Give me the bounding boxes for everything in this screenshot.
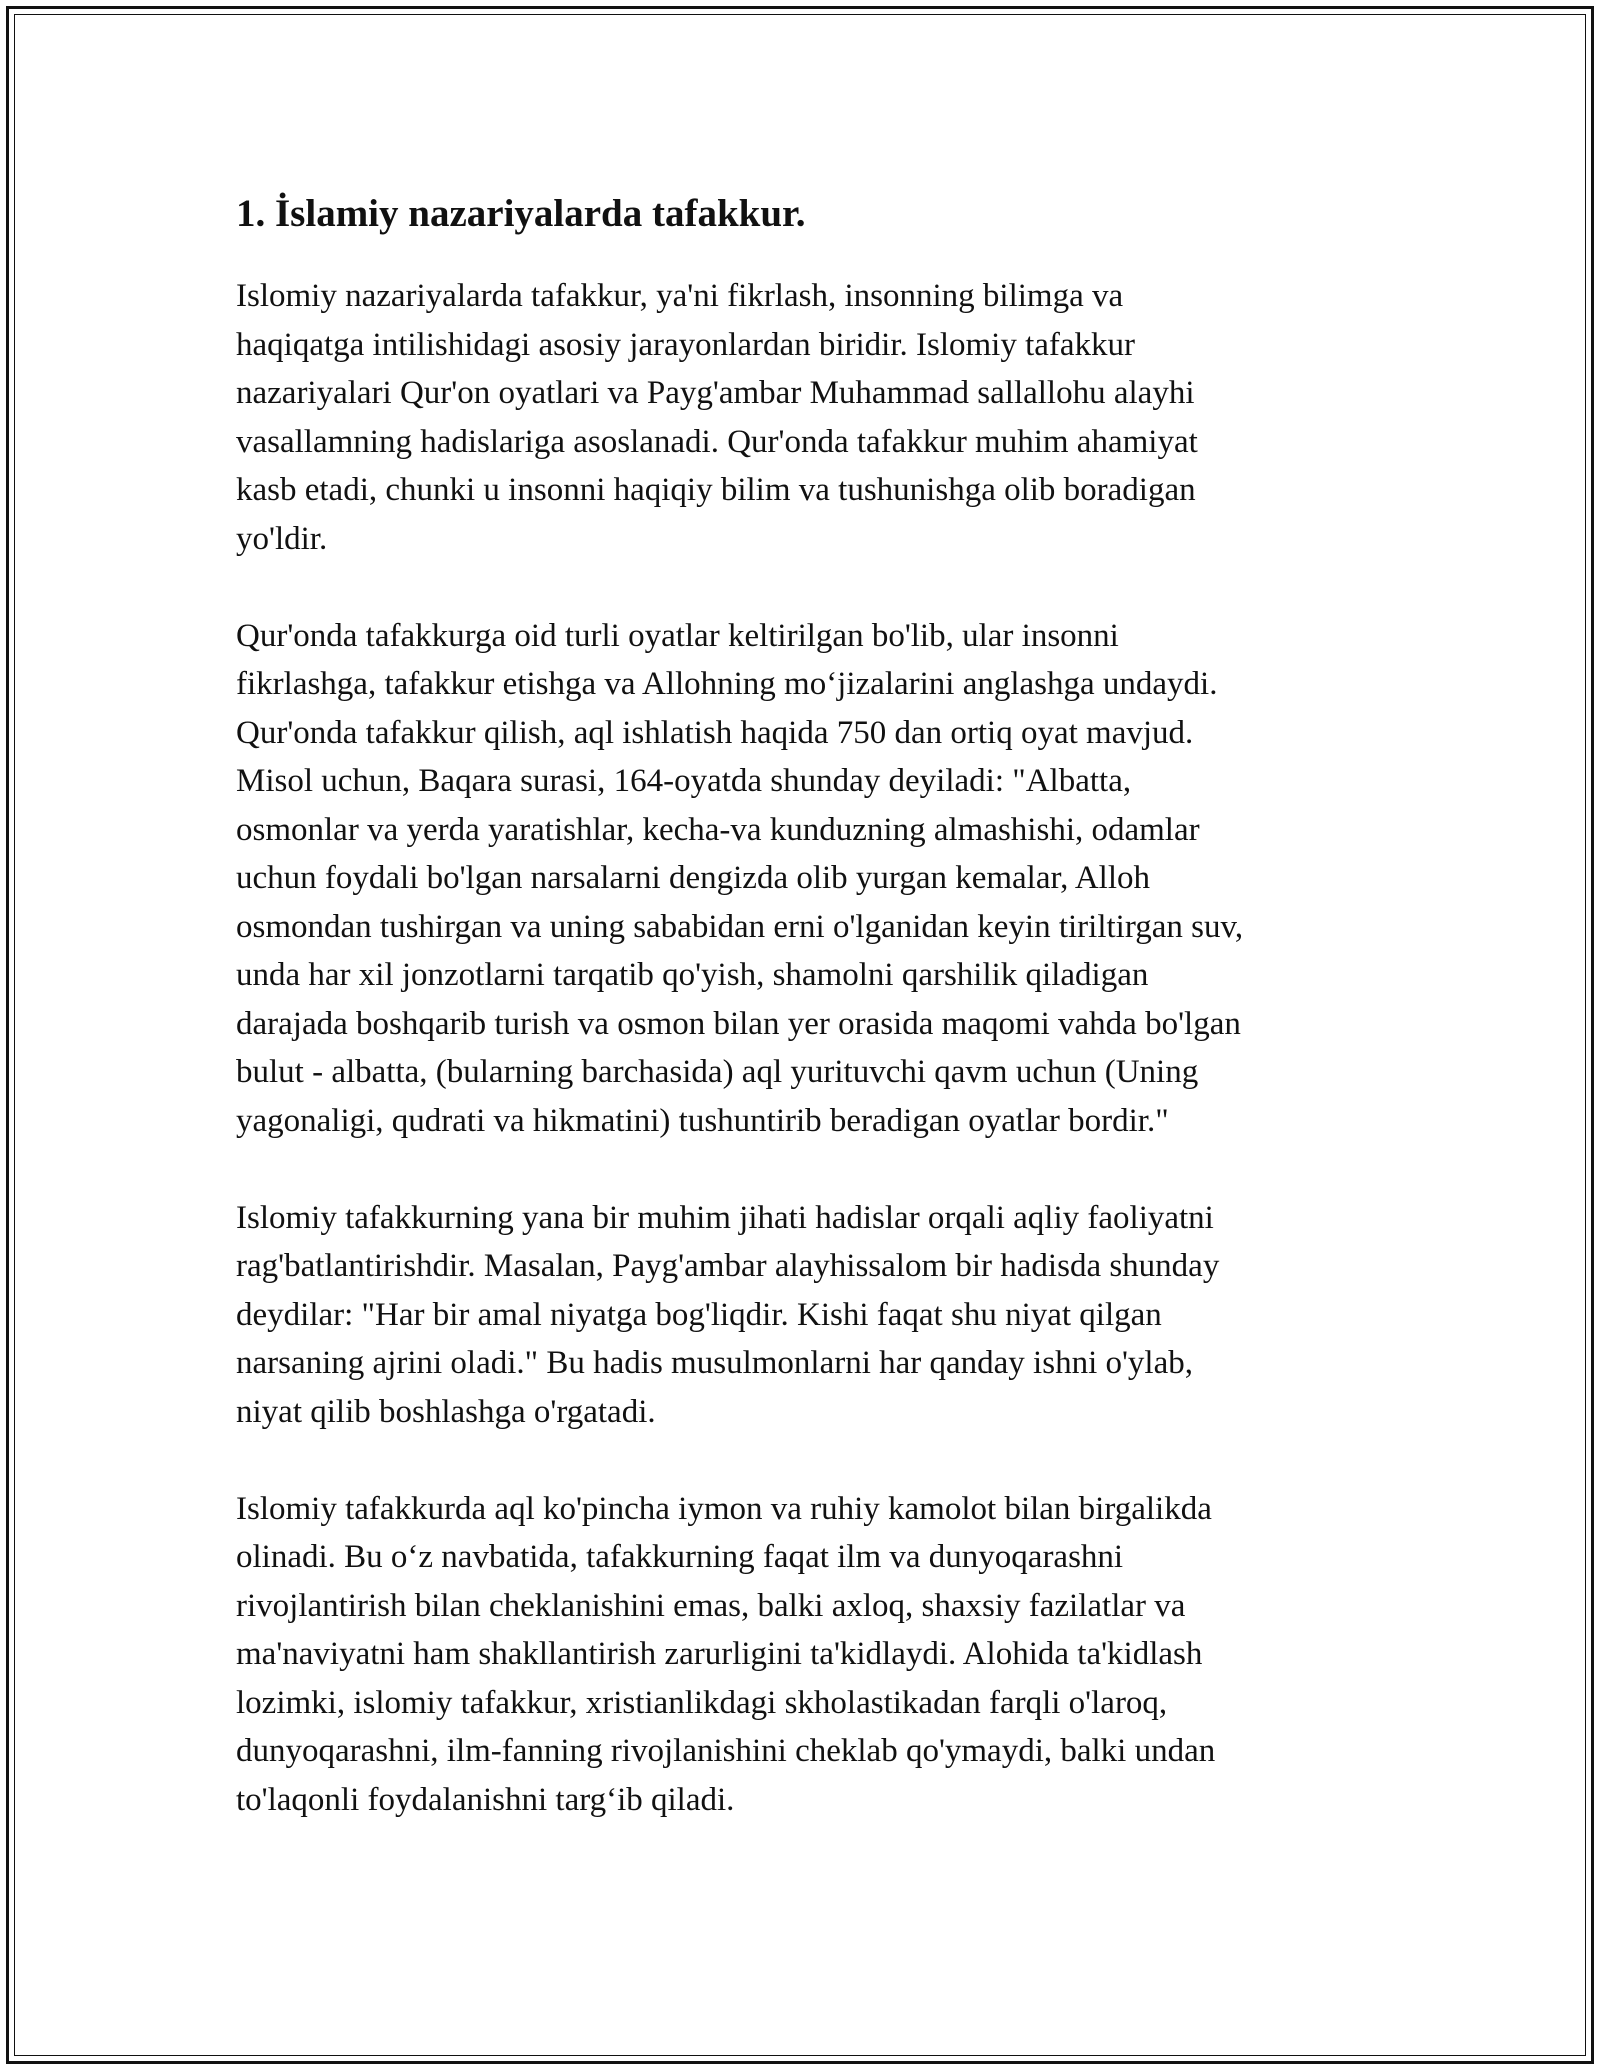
paragraph-quran-verses: Qur'onda tafakkurga oid turli oyatlar keltirilgan bo'lib, ular insonni fikrlashga, tafakkur etishga va Allohning mo‘jizalarini anglashga undaydi. Qur'onda tafakkur qilish, aql ishlatish haqida 750 dan ortiq oyat mavjud. Misol uchun, Baqara surasi, 164-oyatda shunday deyiladi: "Albatta, osmonlar va yerda yaratishlar, kecha-va kunduzning almashishi, odamlar uchun foydali bo'lgan narsalarni dengizda olib yurgan kemalar, Alloh osmondan tushirgan va uning sababidan erni o'lganidan keyin tiriltirgan suv, unda har xil jonzotlarni tarqatib qo'yish, shamolni qarshilik qiladigan darajada boshqarib turish va osmon bilan yer orasida maqomi vahda bo'lgan bulut - albatta, (bularning barchasida) aql yurituvchi qavm uchun (Uning yagonaligi, qudrati va hikmatini) tushuntirib beradigan oyatlar bordir." bbox=[236, 617, 1244, 1139]
document-body bbox=[236, 186, 1376, 1824]
paragraph-intro: Islomiy nazariyalarda tafakkur, ya'ni fikrlash, insonning bilimga va haqiqatga intilishidagi asosiy jarayonlardan biridir. Islomiy tafakkur nazariyalari Qur'on oyatlari va Payg'ambar Muhammad sallallohu alayhi vasallamning hadislariga asoslanadi. Qur'onda tafakkur muhim ahamiyat kasb etadi, chunki u insonni haqiqiy bilim va tushunishga olib boradigan yo'ldir. bbox=[236, 278, 1198, 557]
paragraph-reason-and-faith: Islomiy tafakkurda aql ko'pincha iymon va ruhiy kamolot bilan birgalikda olinadi. Bu o‘z navbatida, tafakkurning faqat ilm va dunyoqarashni rivojlantirish bilan cheklanishini emas, balki axloq, shaxsiy fazilatlar va ma'naviyatni ham shakllantirish zarurligini ta'kidlaydi. Alohida ta'kidlash lozimki, islomiy tafakkur, xristianlikdagi skholastikadan farqli o'laroq, dunyoqarashni, ilm-fanning rivojlanishini cheklab qo'ymaydi, balki undan to'laqonli foydalanishni targ‘ib qiladi. bbox=[236, 1490, 1216, 1818]
section-heading: 1. İslamiy nazariyalarda tafakkur. bbox=[236, 192, 806, 235]
paragraph-hadith: Islomiy tafakkurning yana bir muhim jihati hadislar orqali aqliy faoliyatni rag'batlantirishdir. Masalan, Payg'ambar alayhissalom bir hadisda shunday deydilar: "Har bir amal niyatga bog'liqdir. Kishi faqat shu niyat qilgan narsaning ajrini oladi." Bu hadis musulmonlarni har qanday ishni o'ylab, niyat qilib boshlashga o'rgatadi. bbox=[236, 1199, 1220, 1430]
